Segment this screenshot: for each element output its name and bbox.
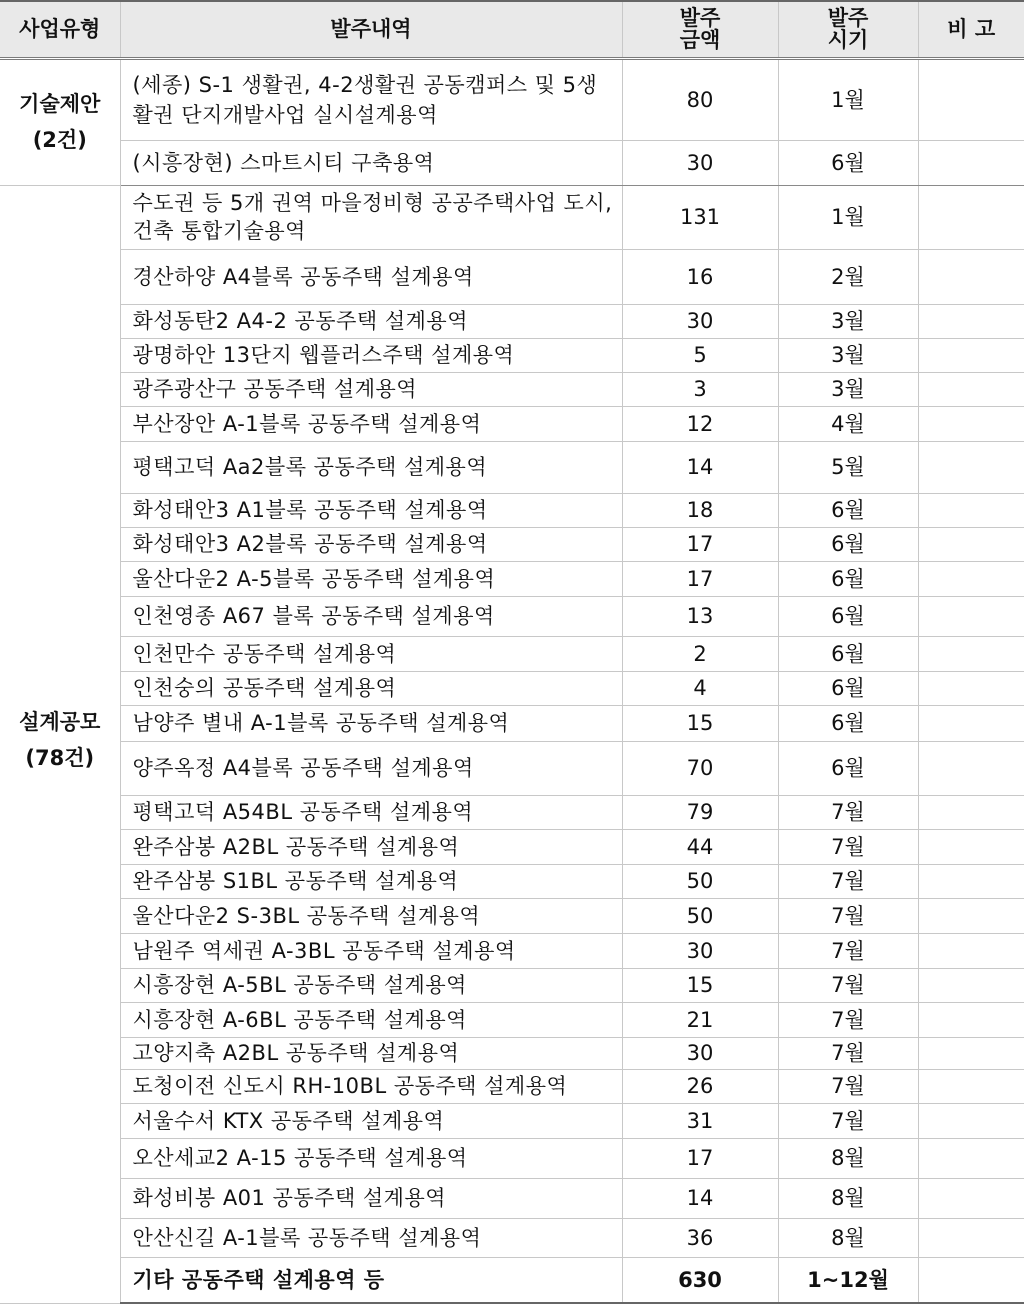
item-note bbox=[918, 1178, 1024, 1218]
item-description: 평택고덕 A54BL 공동주택 설계용역 bbox=[120, 795, 622, 829]
item-timing: 8월 bbox=[778, 1178, 918, 1218]
item-amount: 2 bbox=[622, 636, 778, 671]
item-note bbox=[918, 705, 1024, 741]
item-amount: 30 bbox=[622, 1037, 778, 1069]
item-timing: 7월 bbox=[778, 795, 918, 829]
item-amount: 131 bbox=[622, 185, 778, 249]
item-description: 시흥장현 A-6BL 공동주택 설계용역 bbox=[120, 1002, 622, 1037]
item-timing: 7월 bbox=[778, 1069, 918, 1103]
table-row bbox=[0, 527, 1024, 561]
item-description: 인천숭의 공동주택 설계용역 bbox=[120, 671, 622, 705]
item-amount: 50 bbox=[622, 864, 778, 898]
item-note bbox=[918, 898, 1024, 933]
table-row bbox=[0, 1069, 1024, 1103]
table-row bbox=[0, 671, 1024, 705]
item-amount: 21 bbox=[622, 1002, 778, 1037]
item-description: 수도권 등 5개 권역 마을정비형 공공주택사업 도시,건축 통합기술용역 bbox=[120, 185, 622, 249]
item-amount: 16 bbox=[622, 249, 778, 304]
item-amount: 31 bbox=[622, 1103, 778, 1138]
item-note bbox=[918, 829, 1024, 864]
item-timing: 1~12월 bbox=[778, 1257, 918, 1303]
table-row bbox=[0, 406, 1024, 441]
item-description: 부산장안 A-1블록 공동주택 설계용역 bbox=[120, 406, 622, 441]
item-amount: 30 bbox=[622, 933, 778, 968]
item-timing: 3월 bbox=[778, 372, 918, 406]
table-row bbox=[0, 372, 1024, 406]
item-timing: 7월 bbox=[778, 829, 918, 864]
item-description: 기타 공동주택 설계용역 등 bbox=[120, 1257, 622, 1303]
header-type: 사업유형 bbox=[0, 1, 120, 58]
item-amount: 13 bbox=[622, 596, 778, 636]
item-note bbox=[918, 741, 1024, 795]
table-row bbox=[0, 338, 1024, 372]
item-amount: 5 bbox=[622, 338, 778, 372]
item-description: 화성태안3 A2블록 공동주택 설계용역 bbox=[120, 527, 622, 561]
item-description: 서울수서 KTX 공동주택 설계용역 bbox=[120, 1103, 622, 1138]
table-row bbox=[0, 795, 1024, 829]
item-description: 남양주 별내 A-1블록 공동주택 설계용역 bbox=[120, 705, 622, 741]
table-row bbox=[0, 705, 1024, 741]
item-amount: 79 bbox=[622, 795, 778, 829]
item-note bbox=[918, 864, 1024, 898]
item-description: 광주광산구 공동주택 설계용역 bbox=[120, 372, 622, 406]
header-timing: 발주 시기 bbox=[778, 1, 918, 58]
item-timing: 7월 bbox=[778, 1037, 918, 1069]
item-amount: 12 bbox=[622, 406, 778, 441]
table-row bbox=[0, 898, 1024, 933]
item-description: 인천만수 공동주택 설계용역 bbox=[120, 636, 622, 671]
item-amount: 17 bbox=[622, 527, 778, 561]
item-description: 안산신길 A-1블록 공동주택 설계용역 bbox=[120, 1218, 622, 1257]
table-row bbox=[0, 1037, 1024, 1069]
item-note bbox=[918, 968, 1024, 1002]
item-timing: 3월 bbox=[778, 338, 918, 372]
table-row bbox=[0, 249, 1024, 304]
item-note bbox=[918, 1138, 1024, 1178]
item-note bbox=[918, 795, 1024, 829]
item-note bbox=[918, 441, 1024, 493]
table-row bbox=[0, 596, 1024, 636]
table-row bbox=[0, 1257, 1024, 1303]
item-timing: 6월 bbox=[778, 527, 918, 561]
header-row bbox=[0, 1, 1024, 58]
item-description: 경산하양 A4블록 공동주택 설계용역 bbox=[120, 249, 622, 304]
item-description: 남원주 역세권 A-3BL 공동주택 설계용역 bbox=[120, 933, 622, 968]
item-timing: 2월 bbox=[778, 249, 918, 304]
item-amount: 14 bbox=[622, 441, 778, 493]
table-row bbox=[0, 1138, 1024, 1178]
item-description: 화성비봉 A01 공동주택 설계용역 bbox=[120, 1178, 622, 1218]
table-row bbox=[0, 304, 1024, 338]
item-note bbox=[918, 372, 1024, 406]
item-description: 시흥장현 A-5BL 공동주택 설계용역 bbox=[120, 968, 622, 1002]
item-timing: 6월 bbox=[778, 561, 918, 596]
item-timing: 7월 bbox=[778, 898, 918, 933]
item-amount: 15 bbox=[622, 705, 778, 741]
item-note bbox=[918, 493, 1024, 527]
group-name: 기술제안 bbox=[19, 92, 101, 116]
item-note bbox=[918, 1103, 1024, 1138]
item-timing: 4월 bbox=[778, 406, 918, 441]
item-description: 완주삼봉 S1BL 공동주택 설계용역 bbox=[120, 864, 622, 898]
item-note bbox=[918, 636, 1024, 671]
item-timing: 1월 bbox=[778, 185, 918, 249]
item-timing: 7월 bbox=[778, 1002, 918, 1037]
item-timing: 6월 bbox=[778, 741, 918, 795]
table-row bbox=[0, 58, 1024, 140]
item-amount: 630 bbox=[622, 1257, 778, 1303]
item-description: 울산다운2 S-3BL 공동주택 설계용역 bbox=[120, 898, 622, 933]
table-row bbox=[0, 493, 1024, 527]
item-description: 고양지축 A2BL 공동주택 설계용역 bbox=[120, 1037, 622, 1069]
item-description: 화성태안3 A1블록 공동주택 설계용역 bbox=[120, 493, 622, 527]
item-amount: 17 bbox=[622, 1138, 778, 1178]
item-description: 인천영종 A67 블록 공동주택 설계용역 bbox=[120, 596, 622, 636]
item-amount: 30 bbox=[622, 304, 778, 338]
table-row bbox=[0, 741, 1024, 795]
item-note bbox=[918, 249, 1024, 304]
item-description: 평택고덕 Aa2블록 공동주택 설계용역 bbox=[120, 441, 622, 493]
item-timing: 6월 bbox=[778, 493, 918, 527]
item-amount: 30 bbox=[622, 140, 778, 185]
item-amount: 3 bbox=[622, 372, 778, 406]
item-note bbox=[918, 58, 1024, 140]
item-amount: 44 bbox=[622, 829, 778, 864]
item-note bbox=[918, 185, 1024, 249]
item-note bbox=[918, 338, 1024, 372]
item-timing: 6월 bbox=[778, 705, 918, 741]
item-note bbox=[918, 596, 1024, 636]
item-note bbox=[918, 1218, 1024, 1257]
group-type-cell bbox=[0, 58, 120, 185]
group-count: (78건) bbox=[25, 745, 95, 770]
group-count: (2건) bbox=[32, 128, 87, 152]
item-timing: 8월 bbox=[778, 1218, 918, 1257]
table-row bbox=[0, 561, 1024, 596]
item-amount: 70 bbox=[622, 741, 778, 795]
item-timing: 1월 bbox=[778, 58, 918, 140]
item-timing: 3월 bbox=[778, 304, 918, 338]
table-row bbox=[0, 968, 1024, 1002]
item-amount: 17 bbox=[622, 561, 778, 596]
item-note bbox=[918, 671, 1024, 705]
header-amount: 발주 금액 bbox=[622, 1, 778, 58]
item-timing: 6월 bbox=[778, 596, 918, 636]
table-row bbox=[0, 933, 1024, 968]
item-note bbox=[918, 527, 1024, 561]
item-note bbox=[918, 561, 1024, 596]
item-note bbox=[918, 1002, 1024, 1037]
table-row bbox=[0, 864, 1024, 898]
table-row bbox=[0, 185, 1024, 249]
item-note bbox=[918, 1037, 1024, 1069]
item-amount: 36 bbox=[622, 1218, 778, 1257]
table-row bbox=[0, 441, 1024, 493]
header-note: 비 고 bbox=[918, 1, 1024, 58]
item-amount: 18 bbox=[622, 493, 778, 527]
item-note bbox=[918, 140, 1024, 185]
item-description: 오산세교2 A-15 공동주택 설계용역 bbox=[120, 1138, 622, 1178]
item-timing: 6월 bbox=[778, 140, 918, 185]
item-amount: 80 bbox=[622, 58, 778, 140]
item-timing: 8월 bbox=[778, 1138, 918, 1178]
item-amount: 14 bbox=[622, 1178, 778, 1218]
item-amount: 26 bbox=[622, 1069, 778, 1103]
group-type-cell bbox=[0, 185, 120, 1303]
item-timing: 6월 bbox=[778, 671, 918, 705]
header-desc: 발주내역 bbox=[120, 1, 622, 58]
item-note bbox=[918, 1257, 1024, 1303]
item-description: 광명하안 13단지 웹플러스주택 설계용역 bbox=[120, 338, 622, 372]
table-row bbox=[0, 829, 1024, 864]
item-timing: 7월 bbox=[778, 864, 918, 898]
table-row bbox=[0, 1218, 1024, 1257]
item-note bbox=[918, 933, 1024, 968]
item-timing: 6월 bbox=[778, 636, 918, 671]
item-description: (시흥장현) 스마트시티 구축용역 bbox=[120, 140, 622, 185]
item-note bbox=[918, 406, 1024, 441]
item-timing: 7월 bbox=[778, 968, 918, 1002]
table-row bbox=[0, 140, 1024, 185]
item-amount: 50 bbox=[622, 898, 778, 933]
item-note bbox=[918, 1069, 1024, 1103]
table-row bbox=[0, 1103, 1024, 1138]
item-timing: 5월 bbox=[778, 441, 918, 493]
item-timing: 7월 bbox=[778, 1103, 918, 1138]
group-name: 설계공모 bbox=[19, 709, 101, 734]
item-note bbox=[918, 304, 1024, 338]
table-row bbox=[0, 1002, 1024, 1037]
table-row bbox=[0, 636, 1024, 671]
item-description: 도청이전 신도시 RH-10BL 공동주택 설계용역 bbox=[120, 1069, 622, 1103]
item-description: (세종) S-1 생활권, 4-2생활권 공동캠퍼스 및 5생활권 단지개발사업 실시설계용역 bbox=[120, 58, 622, 140]
table-row bbox=[0, 1178, 1024, 1218]
item-amount: 15 bbox=[622, 968, 778, 1002]
item-description: 화성동탄2 A4-2 공동주택 설계용역 bbox=[120, 304, 622, 338]
item-amount: 4 bbox=[622, 671, 778, 705]
item-description: 완주삼봉 A2BL 공동주택 설계용역 bbox=[120, 829, 622, 864]
item-timing: 7월 bbox=[778, 933, 918, 968]
item-description: 양주옥정 A4블록 공동주택 설계용역 bbox=[120, 741, 622, 795]
item-description: 울산다운2 A-5블록 공동주택 설계용역 bbox=[120, 561, 622, 596]
